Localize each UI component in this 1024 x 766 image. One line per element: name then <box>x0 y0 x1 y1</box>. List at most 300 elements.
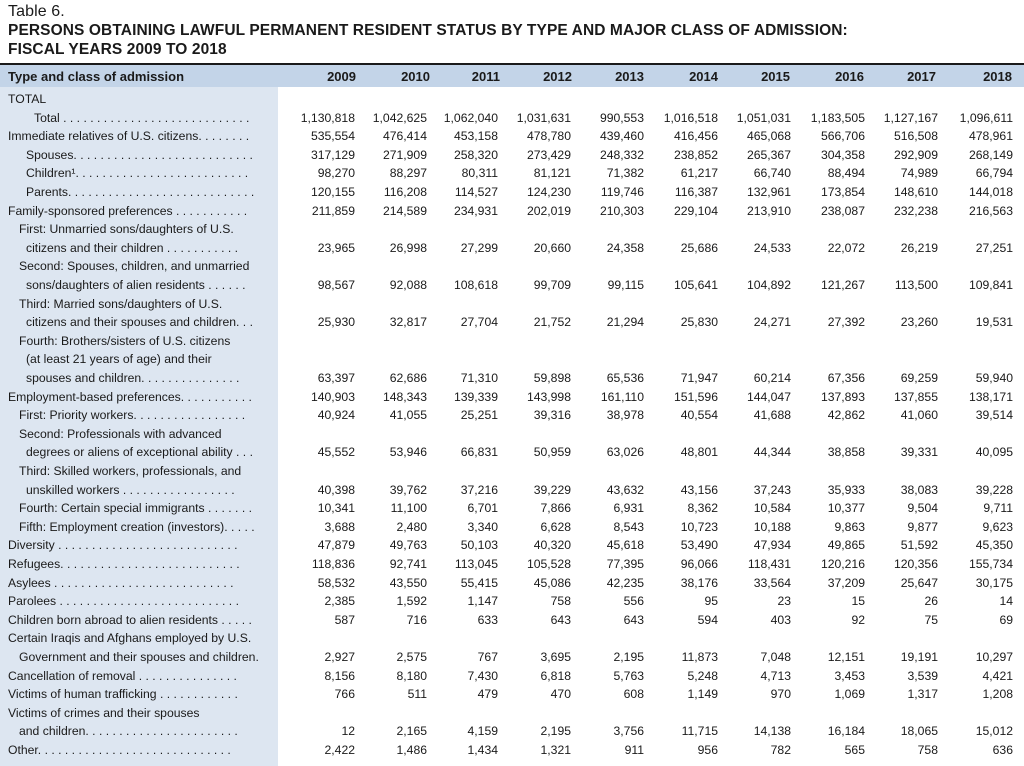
table-cell: 98,567 <box>317 278 355 292</box>
table-cell: 39,316 <box>533 408 571 423</box>
table-cell: 8,362 <box>687 501 718 516</box>
table-cell: 58,532 <box>317 575 355 590</box>
table-row <box>0 555 1024 574</box>
table-cell: 173,854 <box>820 185 865 199</box>
table-cell: 38,858 <box>827 445 865 460</box>
table-cell: 39,229 <box>533 482 571 497</box>
table-cell: 40,554 <box>680 408 718 423</box>
table-cell: 11,100 <box>390 501 427 516</box>
row-label: Government and their spouses and children. <box>19 650 259 664</box>
year-header: 2012 <box>543 69 572 84</box>
table-cell: 99,709 <box>533 278 571 292</box>
table-cell: 63,397 <box>317 371 355 385</box>
table-cell: 633 <box>477 612 498 627</box>
row-label: (at least 21 years of age) and their <box>26 352 212 367</box>
table-cell: 7,430 <box>467 668 498 683</box>
table-cell: 14,138 <box>753 724 791 739</box>
row-label: Second: Professionals with advanced <box>19 426 222 441</box>
table-cell: 258,320 <box>453 147 498 162</box>
table-cell: 105,641 <box>673 278 718 292</box>
table-cell: 48,801 <box>680 445 718 460</box>
row-label: Cancellation of removal . . . . . . . . . . . . . . . <box>8 668 237 683</box>
table-cell: 9,711 <box>983 501 1013 516</box>
table-cell: 758 <box>550 594 571 609</box>
table-cell: 116,387 <box>674 185 718 199</box>
table-cell: 40,398 <box>317 482 355 497</box>
table-cell: 139,339 <box>453 389 498 404</box>
table-cell: 66,740 <box>753 166 791 181</box>
table-cell: 556 <box>623 594 644 609</box>
table-cell: 38,978 <box>606 408 644 423</box>
table-cell: 1,031,631 <box>516 110 571 125</box>
table-cell: 11,873 <box>681 650 718 664</box>
table-cell: 9,877 <box>907 519 938 534</box>
table-cell: 40,095 <box>975 445 1013 460</box>
table-cell: 2,385 <box>324 594 355 609</box>
table-cell: 1,096,611 <box>959 110 1013 125</box>
table-cell: 39,228 <box>975 482 1013 497</box>
row-label: Second: Spouses, children, and unmarried <box>19 259 250 274</box>
table-cell: 14 <box>999 594 1013 609</box>
table-cell: 1,016,518 <box>663 110 718 125</box>
table-cell: 25,930 <box>317 315 355 330</box>
table-cell: 1,147 <box>467 594 498 609</box>
table-cell: 6,818 <box>540 668 571 683</box>
table-cell: 23,965 <box>317 240 355 255</box>
table-cell: 9,504 <box>907 501 938 516</box>
table-cell: 25,686 <box>680 240 718 255</box>
table-cell: 1,127,167 <box>883 110 938 125</box>
table-cell: 565 <box>844 743 865 757</box>
table-cell: 416,456 <box>673 129 718 144</box>
table-cell: 268,149 <box>968 147 1013 162</box>
table-cell: 45,350 <box>975 538 1013 553</box>
table-cell: 7,866 <box>540 501 571 516</box>
row-label: Other. . . . . . . . . . . . . . . . . . . . . . . . . . . . . <box>8 743 231 757</box>
table-cell: 12 <box>341 724 355 739</box>
table-cell: 88,297 <box>389 166 427 181</box>
table-cell: 35,933 <box>827 482 865 497</box>
table-cell: 77,395 <box>606 557 644 571</box>
table-cell: 30,175 <box>975 575 1013 590</box>
table-row <box>0 313 1024 332</box>
row-label: Third: Married sons/daughters of U.S. <box>19 296 223 311</box>
table-cell: 80,311 <box>461 166 498 181</box>
table-cell: 2,575 <box>396 650 427 664</box>
table-cell: 766 <box>334 687 355 702</box>
table-cell: 1,051,031 <box>736 110 791 125</box>
table-row <box>0 369 1024 388</box>
table-cell: 155,734 <box>968 557 1013 571</box>
row-label: Immediate relatives of U.S. citizens. . . . . . . . <box>8 129 250 144</box>
table-cell: 10,377 <box>827 501 865 516</box>
row-label: unskilled workers . . . . . . . . . . . . . . . . . <box>26 482 235 497</box>
table-cell: 51,592 <box>900 538 938 553</box>
table-cell: 273,429 <box>526 147 571 162</box>
table-cell: 62,686 <box>389 371 427 385</box>
table-row <box>0 257 1024 276</box>
table-cell: 10,723 <box>680 519 718 534</box>
table-cell: 43,550 <box>389 575 427 590</box>
table-cell: 238,852 <box>673 147 718 162</box>
table-cell: 42,862 <box>827 408 865 423</box>
table-cell: 911 <box>624 743 644 757</box>
table-cell: 25,647 <box>900 575 938 590</box>
table-cell: 1,042,625 <box>372 110 427 125</box>
table-cell: 32,817 <box>389 315 427 330</box>
row-label: Employment-based preferences. . . . . . . . . . . <box>8 389 252 404</box>
table-cell: 38,176 <box>680 575 718 590</box>
table-cell: 99,115 <box>607 278 644 292</box>
table-cell: 202,019 <box>526 203 571 218</box>
row-label: Refugees. . . . . . . . . . . . . . . . . . . . . . . . . . . <box>8 557 240 571</box>
table-cell: 317,129 <box>310 147 355 162</box>
table-cell: 41,060 <box>900 408 938 423</box>
table-cell: 403 <box>770 612 791 627</box>
table-row <box>0 350 1024 369</box>
row-label: citizens and their spouses and children. . . <box>26 315 253 330</box>
table-cell: 23,260 <box>900 315 938 330</box>
table-cell: 238,087 <box>820 203 865 218</box>
table-cell: 137,855 <box>893 389 938 404</box>
table-cell: 3,453 <box>834 668 865 683</box>
table-cell: 479 <box>477 687 498 702</box>
table-cell: 96,066 <box>680 557 718 571</box>
year-header: 2015 <box>761 69 790 84</box>
year-header: 2014 <box>689 69 718 84</box>
table-cell: 767 <box>477 650 498 664</box>
table-cell: 67,356 <box>827 371 865 385</box>
table-cell: 71,310 <box>460 371 498 385</box>
table-cell: 2,165 <box>396 724 427 739</box>
table-cell: 476,414 <box>382 129 427 144</box>
table-cell: 16,184 <box>827 724 865 739</box>
table-cell: 140,903 <box>310 389 355 404</box>
table-cell: 92 <box>851 612 865 627</box>
table-cell: 3,695 <box>540 650 571 664</box>
row-label: degrees or aliens of exceptional ability . . . <box>26 445 253 460</box>
table-cell: 465,068 <box>746 129 791 144</box>
row-label: First: Unmarried sons/daughters of U.S. <box>19 222 234 237</box>
row-label: Children born abroad to alien residents . . . . . <box>8 612 252 627</box>
table-row <box>0 406 1024 425</box>
table-cell: 21,294 <box>606 315 644 330</box>
table-cell: 535,554 <box>310 129 355 144</box>
table-cell: 44,344 <box>753 445 791 460</box>
row-label: Victims of human trafficking . . . . . . . . . . . . <box>8 687 238 702</box>
table-cell: 66,794 <box>975 166 1013 181</box>
table-cell: 143,998 <box>526 389 571 404</box>
table-cell: 970 <box>770 687 791 702</box>
table-cell: 636 <box>992 743 1013 757</box>
row-label: Victims of crimes and their spouses <box>8 705 200 720</box>
table-cell: 75 <box>924 612 938 627</box>
row-label: Certain Iraqis and Afghans employed by U.S. <box>8 631 252 646</box>
table-cell: 132,961 <box>746 185 791 199</box>
row-label: Fourth: Certain special immigrants . . . . . . . <box>19 501 252 516</box>
table-cell: 120,155 <box>310 185 355 199</box>
table-row <box>0 592 1024 611</box>
table-cell: 1,130,818 <box>300 110 355 125</box>
table-cell: 118,431 <box>747 557 791 571</box>
table-title-line2: FISCAL YEARS 2009 TO 2018 <box>8 41 227 58</box>
table-cell: 108,618 <box>453 278 498 292</box>
table-row <box>0 332 1024 351</box>
row-label: citizens and their children . . . . . . . . . . . <box>26 240 239 255</box>
table-cell: 716 <box>406 612 427 627</box>
table-cell: 49,763 <box>389 538 427 553</box>
table-cell: 33,564 <box>753 575 791 590</box>
year-header: 2010 <box>401 69 430 84</box>
table-cell: 516,508 <box>893 129 938 144</box>
table-cell: 210,303 <box>599 203 644 218</box>
row-label: First: Priority workers. . . . . . . . . . . . . . . . . <box>19 408 246 423</box>
table-cell: 63,026 <box>606 445 644 460</box>
row-label: Parents. . . . . . . . . . . . . . . . . . . . . . . . . . . . <box>26 185 255 199</box>
table-cell: 6,701 <box>467 501 498 516</box>
table-cell: 144,018 <box>968 185 1013 199</box>
table-cell: 118,836 <box>311 557 355 571</box>
table-cell: 24,271 <box>753 315 791 330</box>
table-cell: 27,251 <box>975 240 1013 255</box>
table-cell: 37,209 <box>827 575 865 590</box>
table-title-line1: PERSONS OBTAINING LAWFUL PERMANENT RESIDENT STATUS BY TYPE AND MAJOR CLASS OF ADMISSION: <box>8 22 848 39</box>
table-cell: 38,083 <box>900 482 938 497</box>
table-cell: 161,110 <box>600 389 644 404</box>
table-cell: 3,756 <box>613 724 644 739</box>
table-cell: 18,065 <box>900 724 938 739</box>
year-header: 2013 <box>615 69 644 84</box>
table-row <box>0 481 1024 500</box>
table-cell: 470 <box>550 687 571 702</box>
table-cell: 12,151 <box>827 650 865 664</box>
table-cell: 643 <box>550 612 571 627</box>
table-cell: 119,746 <box>600 185 644 199</box>
table-cell: 53,490 <box>680 538 718 553</box>
table-cell: 39,514 <box>975 408 1013 423</box>
table-cell: 25,251 <box>460 408 498 423</box>
table-cell: 587 <box>334 612 355 627</box>
table-cell: 45,086 <box>533 575 571 590</box>
table-cell: 1,062,040 <box>443 110 498 125</box>
table-cell: 265,367 <box>746 147 791 162</box>
table-cell: 1,149 <box>687 687 718 702</box>
table-cell: 229,104 <box>673 203 718 218</box>
table-cell: 42,235 <box>606 575 644 590</box>
table-row <box>0 462 1024 481</box>
year-header: 2011 <box>471 69 500 84</box>
table-cell: 120,216 <box>820 557 865 571</box>
table-cell: 2,927 <box>324 650 355 664</box>
stub-header: Type and class of admission <box>8 69 185 84</box>
table-cell: 53,946 <box>389 445 427 460</box>
table-number: Table 6. <box>8 3 65 20</box>
table-cell: 109,841 <box>968 278 1013 292</box>
table-cell: 120,356 <box>893 557 938 571</box>
table-row <box>0 667 1024 686</box>
table-cell: 2,422 <box>324 743 355 757</box>
table-cell: 11,715 <box>681 724 718 739</box>
table-cell: 23 <box>777 594 791 609</box>
year-header: 2009 <box>327 69 356 84</box>
table-cell: 92,088 <box>389 278 427 292</box>
table-cell: 113,045 <box>454 557 498 571</box>
table-cell: 10,188 <box>753 519 791 534</box>
year-header: 2017 <box>907 69 936 84</box>
table-cell: 5,763 <box>613 668 644 683</box>
table-cell: 15,012 <box>975 724 1013 739</box>
table-cell: 5,248 <box>687 668 718 683</box>
table-cell: 2,195 <box>613 650 644 664</box>
table-row <box>0 629 1024 648</box>
table-cell: 9,863 <box>834 519 865 534</box>
row-label: Diversity . . . . . . . . . . . . . . . . . . . . . . . . . . . <box>8 538 238 553</box>
table-cell: 478,961 <box>968 129 1013 144</box>
table-row <box>0 685 1024 704</box>
row-label: Fourth: Brothers/sisters of U.S. citizens <box>19 333 231 348</box>
table-row <box>0 127 1024 146</box>
table-cell: 26,219 <box>900 240 938 255</box>
row-label: Children¹. . . . . . . . . . . . . . . . . . . . . . . . . . <box>26 166 249 181</box>
table-cell: 19,191 <box>900 650 938 664</box>
table-row <box>0 164 1024 183</box>
table-cell: 6,931 <box>613 501 644 516</box>
table-cell: 292,909 <box>893 147 938 162</box>
table-cell: 1,592 <box>396 594 427 609</box>
table-row <box>0 611 1024 630</box>
table-cell: 138,171 <box>968 389 1013 404</box>
table-cell: 15 <box>851 594 865 609</box>
table-cell: 43,632 <box>606 482 644 497</box>
table-cell: 19,531 <box>975 315 1013 330</box>
table-row <box>0 388 1024 407</box>
table-cell: 22,072 <box>827 240 865 255</box>
table-cell: 439,460 <box>599 129 644 144</box>
table-cell: 81,121 <box>533 166 571 181</box>
table-cell: 248,332 <box>599 147 644 162</box>
row-label: Fifth: Employment creation (investors). . . . . <box>19 519 255 534</box>
table-row <box>0 220 1024 239</box>
table-cell: 594 <box>697 612 718 627</box>
table-cell: 69,259 <box>900 371 938 385</box>
table-cell: 2,480 <box>396 519 427 534</box>
table-cell: 1,486 <box>396 743 427 757</box>
table-cell: 10,341 <box>317 501 355 516</box>
table-cell: 148,343 <box>382 389 427 404</box>
table-row <box>0 146 1024 165</box>
table-cell: 232,238 <box>893 203 938 218</box>
table-cell: 95 <box>704 594 718 609</box>
table-cell: 10,584 <box>753 501 791 516</box>
table-cell: 10,297 <box>975 650 1013 664</box>
table-cell: 1,069 <box>834 687 865 702</box>
year-header: 2016 <box>835 69 864 84</box>
table-cell: 304,358 <box>820 147 865 162</box>
table-cell: 61,217 <box>680 166 718 181</box>
table-row <box>0 648 1024 667</box>
row-label: Asylees . . . . . . . . . . . . . . . . . . . . . . . . . . . <box>8 575 234 590</box>
column-header-bar <box>0 63 1024 87</box>
table-cell: 8,156 <box>324 668 355 683</box>
table-cell: 124,230 <box>526 185 571 199</box>
table-cell: 7,048 <box>760 650 791 664</box>
table-cell: 1,317 <box>907 687 938 702</box>
table-cell: 45,552 <box>317 445 355 460</box>
table-cell: 27,704 <box>460 315 498 330</box>
table-cell: 92,741 <box>389 557 427 571</box>
table-cell: 37,243 <box>753 482 791 497</box>
table-cell: 643 <box>623 612 644 627</box>
table-cell: 234,931 <box>453 203 498 218</box>
table-row <box>0 183 1024 202</box>
table-cell: 50,959 <box>533 445 571 460</box>
table-cell: 2,195 <box>540 724 571 739</box>
row-label: Family-sponsored preferences . . . . . . . . . . . <box>8 203 248 218</box>
table-cell: 113,500 <box>894 278 938 292</box>
table-cell: 59,940 <box>975 371 1013 385</box>
row-label: Total . . . . . . . . . . . . . . . . . . . . . . . . . . . . <box>34 110 250 125</box>
table-cell: 71,382 <box>606 166 644 181</box>
table-cell: 24,533 <box>753 240 791 255</box>
table-cell: 4,159 <box>467 724 498 739</box>
table-cell: 66,831 <box>460 445 498 460</box>
table-cell: 40,320 <box>533 538 571 553</box>
table-cell: 214,589 <box>382 203 427 218</box>
table-cell: 1,208 <box>982 687 1013 702</box>
table-cell: 1,183,505 <box>810 110 865 125</box>
table-cell: 4,421 <box>982 668 1013 683</box>
table-row <box>0 443 1024 462</box>
row-label: and children. . . . . . . . . . . . . . . . . . . . . . . <box>19 724 238 739</box>
table-row <box>0 704 1024 723</box>
table-row <box>0 574 1024 593</box>
row-label: Third: Skilled workers, professionals, and <box>19 464 242 478</box>
table-cell: 104,892 <box>746 278 791 292</box>
table-row <box>0 499 1024 518</box>
table-cell: 8,180 <box>396 668 427 683</box>
table-cell: 59,898 <box>533 371 571 385</box>
table-row <box>0 295 1024 314</box>
table-cell: 3,340 <box>467 519 498 534</box>
table-cell: 47,879 <box>317 538 355 553</box>
table-cell: 144,047 <box>746 389 791 404</box>
table-cell: 121,267 <box>820 278 865 292</box>
table-cell: 26 <box>924 594 938 609</box>
table-cell: 40,924 <box>317 408 355 423</box>
table-cell: 990,553 <box>599 110 644 125</box>
table-row <box>0 90 1024 109</box>
table-row <box>0 741 1024 760</box>
table-cell: 98,270 <box>317 166 355 181</box>
table-cell: 49,865 <box>827 538 865 553</box>
table-cell: 39,762 <box>389 482 427 497</box>
table-cell: 3,539 <box>907 668 938 683</box>
table-cell: 74,989 <box>900 166 938 181</box>
table-cell: 21,752 <box>533 315 571 330</box>
table-cell: 39,331 <box>900 445 938 460</box>
table-row <box>0 202 1024 221</box>
table-cell: 41,688 <box>753 408 791 423</box>
row-label: Spouses. . . . . . . . . . . . . . . . . . . . . . . . . . . <box>26 147 253 162</box>
table-cell: 151,596 <box>673 389 718 404</box>
table-cell: 8,543 <box>613 519 644 534</box>
table-cell: 116,208 <box>383 185 427 199</box>
table-cell: 3,688 <box>324 519 355 534</box>
table-cell: 60,214 <box>753 371 791 385</box>
table-row <box>0 109 1024 128</box>
table-cell: 478,780 <box>526 129 571 144</box>
table-cell: 211,859 <box>311 203 355 218</box>
